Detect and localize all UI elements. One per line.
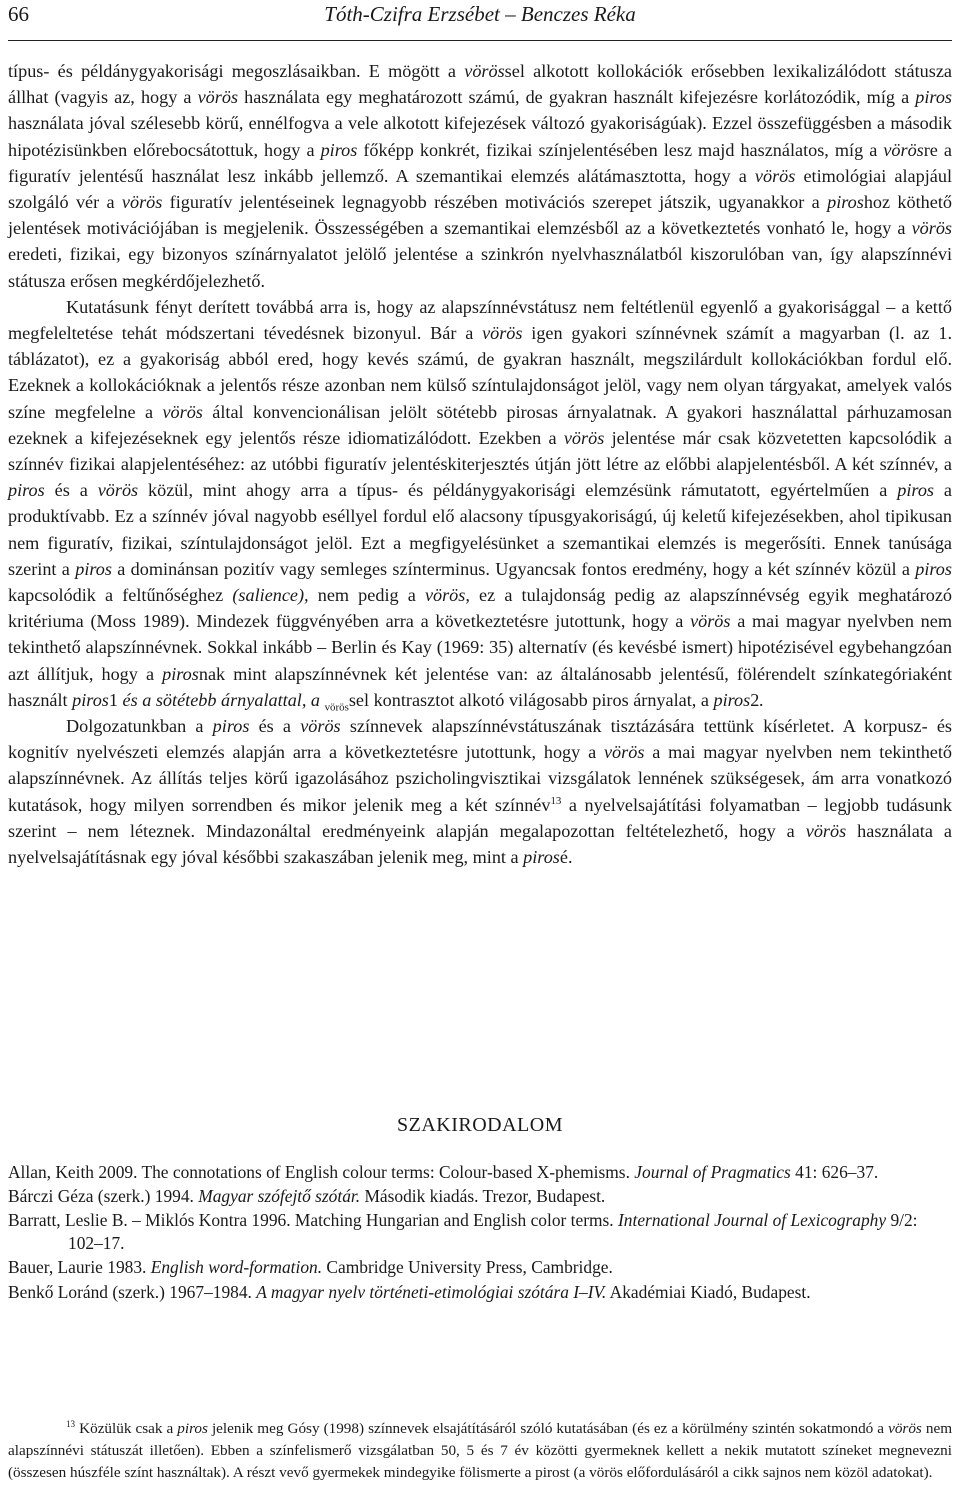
footnote (8, 1418, 952, 1485)
text-run: típus- és példánygyakorisági megoszlásaikban. E mögött a (8, 61, 465, 81)
ref-text: 9/2: 102–17. (68, 1210, 918, 1254)
ref-text: Cambridge University Press, Cambridge. (322, 1257, 613, 1278)
term: . (759, 689, 764, 710)
text-run: nem alapszínnévi státuszát illetően). Ebben a színfelismerő vizsgálatban 50, 5 és 7 év közötti gyermeknek kellett a nekik mutatott színeket megnevezni (összesen húszféle színt használtak). A részt vevő gyermekek mindegyike fölismerte a pirost (a vörös előfordulásáról a cikk sajnos nem közöl adatokat). (8, 1420, 953, 1482)
text-run: által konvencionálisan jelölt sötétebb pirosas árnyalatnak. A gyakori használattal párhuzamosan ezeknek a kifejezéseknek egy jelentős része idiomatizálódott. Ezekben a (8, 401, 952, 448)
text-run: kapcsolódik a feltűnőséghez (8, 585, 233, 606)
text-run: figuratív jelentéseinek legnagyobb részében motivációs szerepet játszik, ugyanakkor a (162, 192, 828, 213)
term: vörös (197, 87, 239, 108)
text-run: Kutatásunk fényt derített továbbá arra is, hogy az alapszínnévstátusz nem feltétlenül egyenlő a gyakorisággal – a kettő megfeleltetése tehát módszertani tévedésnek bizonyul. Bár a (8, 296, 952, 344)
reference-item (8, 1185, 952, 1208)
text-run: főképp konkrét, fizikai színjelentésében lesz majd használatos, míg a (357, 139, 884, 160)
text-run: és a (44, 480, 98, 501)
term: vörös (121, 192, 163, 213)
term: piros (523, 847, 560, 868)
term: piros (897, 480, 934, 501)
ref-text: Allan, Keith 2009. The connotations of English colour terms: Colour-based X-phemisms. (8, 1162, 635, 1182)
term: és a sötétebb árnyalattal, a (117, 689, 325, 710)
ref-text: Bauer, Laurie 1983. (8, 1257, 151, 1278)
term: vörös (464, 61, 505, 81)
text-run: re a figuratív jelentésű használat lesz inkább jellemző. A szemantikai elemzés alátámasztotta, hogy a (8, 139, 952, 186)
footnote-ref: 13 (550, 794, 562, 807)
text-run: a mai magyar nyelvben nem tekinthető alapszínnévnek. Az állítás teljes körű igazolásához pszicholingvisztikai vizsgálatok lennének szükségesek, ám arra vonatkozó kutatások, hogy milyen sorrendben és mikor jelenik meg a két színnév (8, 742, 953, 815)
ref-title: International Journal of Lexicography (618, 1210, 887, 1231)
ref-text: Benkő Loránd (szerk.) 1967–1984. (8, 1281, 257, 1302)
text-run: jelenik meg Gósy (1998) színnevek elsajátításáról szóló kutatásában (és ez a körülmény szintén sokatmondó a (207, 1420, 889, 1437)
text-run: használata jóval szélesebb körű, ennélfogva a vele alkotott kifejezések változó gyakoriságúak). Ezzel összefüggésben a második hipotézisünkben előrebocsátottuk, hogy a (8, 113, 952, 160)
text-run: közül, mint ahogy arra a típus- és példánygyakorisági elemzésünk rámutatott, egyértelműen a (138, 480, 898, 501)
term: vörös (883, 139, 924, 160)
term: vörös (690, 611, 731, 632)
reference-list (8, 1161, 952, 1305)
text-run: nem pedig a (308, 585, 425, 606)
footnote-number: 13 (66, 1418, 76, 1429)
footnote-text (8, 1418, 952, 1485)
ref-title: Journal of Pragmatics (634, 1162, 791, 1182)
text-run: etimológiai alapjául szolgáló vér a (8, 165, 952, 213)
references-heading: SZAKIRODALOM (397, 1114, 563, 1136)
term: piros (212, 716, 250, 737)
text-run: jelentése már csak közvetetten kapcsolódik a színnév fizikai alapjelentéséhez: az utóbbi figuratív jelentéskiterjesztés útján jött létre az előbbi alapjelentésből. A két színnév, a (8, 427, 952, 475)
reference-item (8, 1256, 952, 1279)
term: piros (75, 558, 112, 579)
term: vörös (603, 742, 645, 763)
reference-item (8, 1209, 952, 1254)
term: vörös (911, 218, 952, 239)
term: (salience), (232, 585, 309, 606)
text-run: nak mint alapszínnévnek két jelentése van: az általánosabb jelentésű, fölérendelt színkategóriaként használt (8, 663, 952, 710)
ref-text: Akadémiai Kiadó, Budapest. (606, 1281, 811, 1302)
term: piros (177, 1420, 208, 1437)
text-run: színnevek alapszínnévstátuszának tisztázására tettünk kísérletet. A korpusz- és kognitív nyelvészeti elemzés alapján arra a következtetésre jutottunk, hogy a (8, 716, 952, 763)
paragraph-3 (8, 713, 952, 870)
text-run: Közülük csak a (75, 1420, 178, 1437)
reference-item (8, 1281, 952, 1304)
term: piros (915, 558, 952, 579)
text-run: 1 (108, 689, 118, 710)
text-run: a produktívabb. Ez a színnév jóval nagyobb eséllyel fordul elő alacsony típusgyakoriságú, új keletű kifejezésekben, ahol tipikusan nem figuratív, fizikai, színtulajdonságot jelöl. Ezt a megfigyelésünket a szemantikai elemzés is megerősíti. Ennek tanúsága szerint a (8, 480, 952, 579)
text-run: ez a tulajdonság pedig az alapszínnévség egyik meghatározó kritériuma (Moss 1989). Mindezek függvényében arra a következtetésre jutottunk, hogy a (8, 585, 952, 632)
term: piros (8, 480, 45, 501)
ref-title: English word-formation. (150, 1257, 323, 1278)
text-run: é. (559, 847, 573, 868)
term: vörös (97, 480, 139, 501)
ref-title: Magyar szófejtő szótár. (198, 1186, 361, 1207)
text-run: használata egy meghatározott számú, de gyakran használt kifejezésre korlátozódik, míg a (238, 87, 916, 108)
term: piros (320, 139, 358, 160)
text-run: Dolgozatunkban a (66, 716, 213, 737)
term: vörös (162, 401, 203, 422)
term: vörös (482, 323, 523, 344)
subscript: vörös (324, 701, 349, 714)
term: vörös (300, 716, 341, 737)
term: vörös (805, 820, 847, 841)
body-text (8, 58, 952, 870)
text-run: és a (249, 716, 301, 737)
text-run: igen gyakori színnévnek számít a magyarban (l. az 1. táblázatot), ez a gyakoriság abból ered, hogy kevés számú, de gyakran használt, megszilárdult kollokációkban fordul elő. Ezeknek a kollokációknak a jelentős része azonban nem külső színtulajdonságot jelöl, vagy nem olyan tárgyakat, amelyek valós színe megfelelne a (8, 323, 952, 422)
term: piros (72, 689, 109, 710)
term: vörös (888, 1420, 922, 1437)
text-run: 2 (750, 689, 760, 710)
term: piros (915, 87, 952, 108)
text-run: a dominánsan pozitív vagy semleges színterminus. Ugyancsak fontos eredmény, hogy a két színnév közül a (111, 558, 916, 579)
reference-item (8, 1161, 952, 1184)
text-run: a mai magyar nyelvben nem tekinthető alapszínnévnek. Sokkal inkább – Berlin és Kay (1969: 35) alternatív (és kevésbé ismert) hipotézisével egybehangzóan azt állítjuk, hogy a (8, 611, 952, 684)
ref-text: 41: 626–37. (790, 1162, 879, 1182)
text-run: a nyelvelsajátítási folyamatban – legjobb tudásunk szerint – nem léteznek. Mindazonáltal eredményeink alapján megalapozottan feltételezhető, hogy a (8, 794, 952, 841)
term: vörös, (424, 585, 470, 606)
paragraph-2 (8, 294, 952, 713)
ref-text: Barratt, Leslie B. – Miklós Kontra 1996. Matching Hungarian and English color terms. (8, 1210, 619, 1231)
paragraph-1 (8, 58, 952, 294)
term: piros (827, 192, 864, 213)
term: piros (162, 663, 199, 684)
text-run: sel alkotott kollokációk erősebben lexikalizálódott státusza állhat (vagyis az, hogy a (8, 61, 952, 108)
ref-text: Második kiadás. Trezor, Budapest. (360, 1186, 606, 1207)
text-run: hoz köthető jelentések motivációjában is megjelenik. Összességében a szemantikai elemzésből az a következtetés vonható le, hogy a (8, 192, 952, 239)
text-run: eredeti, fizikai, egy bizonyos színárnyalatot jelölő jelentése a szinkrón nyelvhasználatból kiszorulóban van, így alapszínnévi státusza erősen megkérdőjelezhető. (8, 244, 952, 291)
ref-text: Bárczi Géza (szerk.) 1994. (8, 1186, 199, 1207)
ref-title: A magyar nyelv történeti-etimológiai szótára I–IV. (256, 1281, 607, 1302)
page-number: 66 (8, 2, 29, 26)
term: piros (713, 689, 751, 710)
running-title: Tóth-Czifra Erzsébet – Benczes Réka (324, 2, 636, 26)
text-run: sel kontrasztot alkotó világosabb piros árnyalat, a (348, 689, 714, 710)
text-run: használata a nyelvelsajátításnak egy jóval későbbi szakaszában jelenik meg, mint a (8, 820, 952, 868)
term: vörös (754, 165, 796, 186)
running-header (8, 0, 952, 41)
term: vörös (563, 427, 605, 448)
